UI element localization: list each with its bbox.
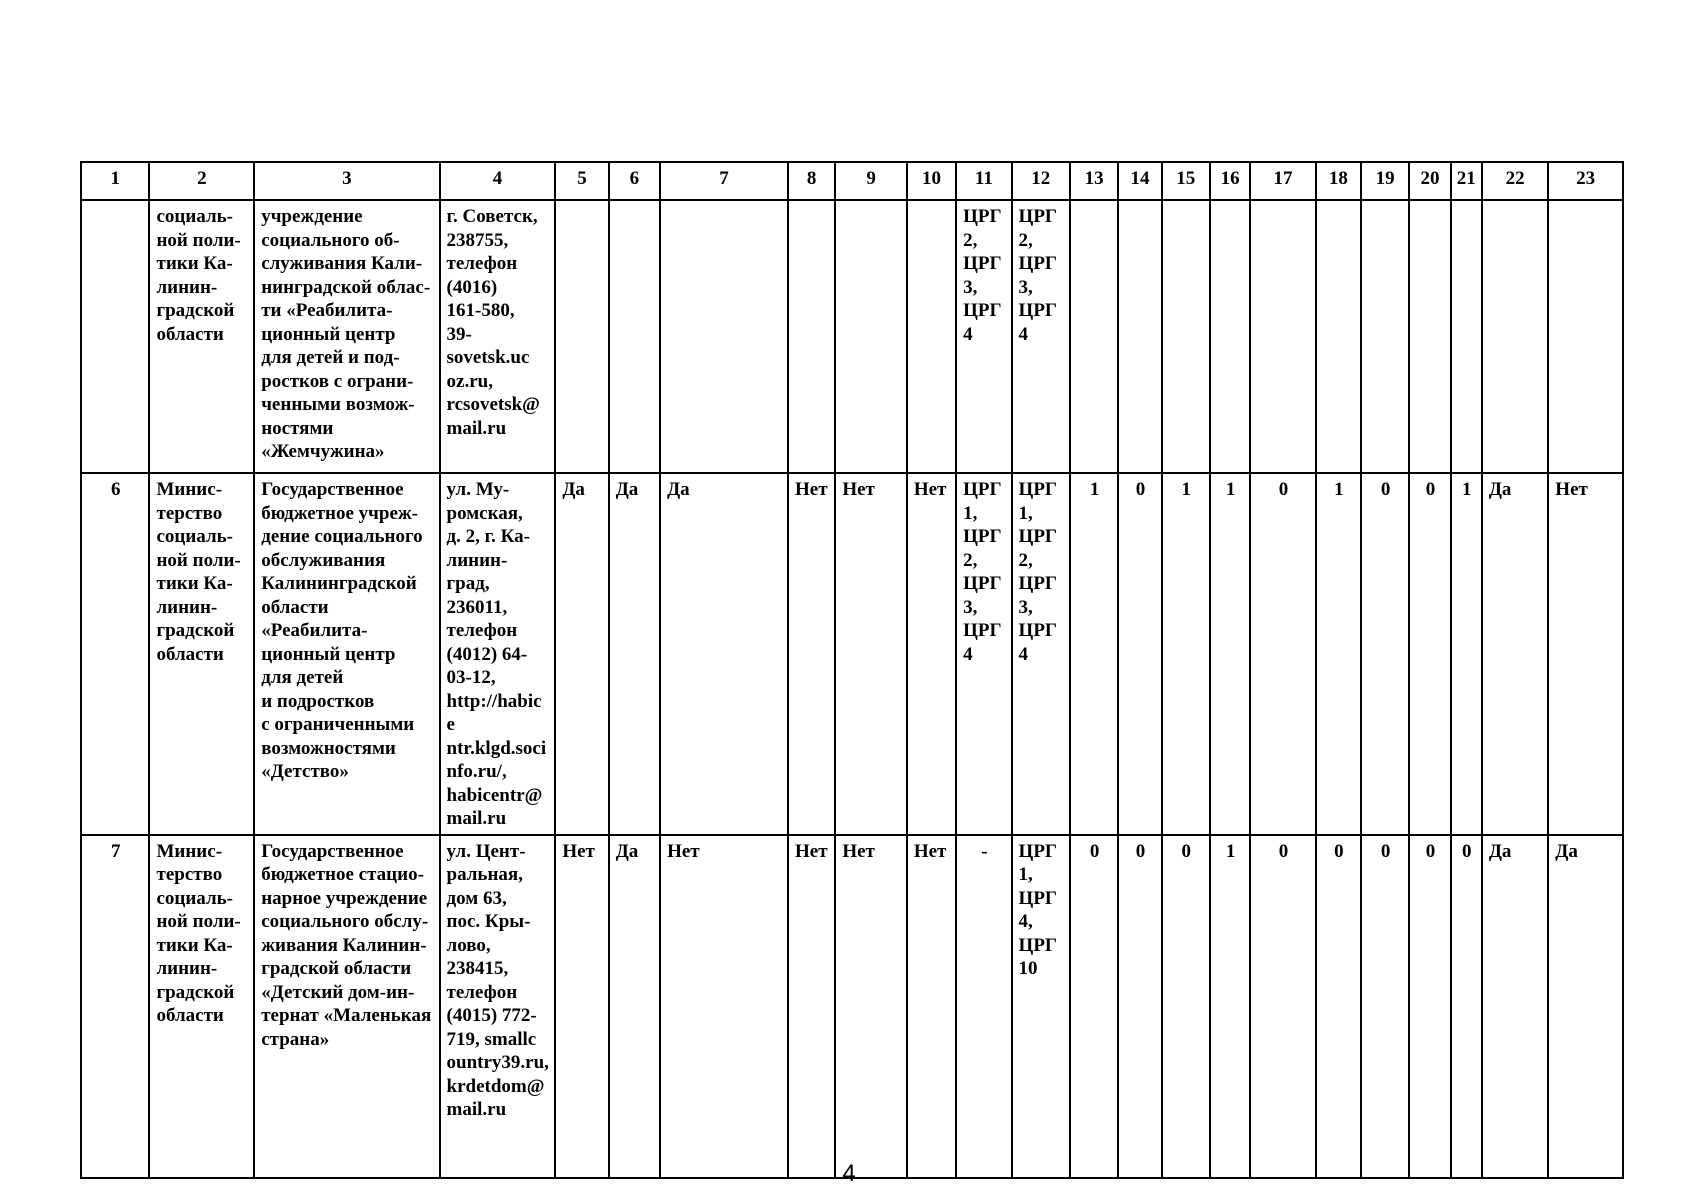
column-header: 23	[1548, 162, 1623, 200]
table-cell: 0	[1409, 473, 1450, 835]
table-cell: Да	[609, 473, 660, 835]
table-cell	[907, 200, 956, 473]
column-header: 20	[1409, 162, 1450, 200]
table-cell	[1070, 200, 1118, 473]
column-header: 6	[609, 162, 660, 200]
table-cell: 0	[1409, 835, 1450, 1178]
row-number-cell: 6	[81, 473, 149, 835]
table-cell: 1	[1451, 473, 1482, 835]
column-header: 8	[788, 162, 835, 200]
table-cell: 1	[1210, 835, 1250, 1178]
table-cell: 0	[1118, 473, 1161, 835]
table-row	[81, 473, 1623, 835]
table-cell: Нет	[835, 835, 907, 1178]
table-cell: 0	[1316, 835, 1361, 1178]
table-cell	[1409, 200, 1450, 473]
column-header: 16	[1210, 162, 1250, 200]
table-cell	[609, 200, 660, 473]
column-header: 2	[149, 162, 254, 200]
column-header: 19	[1361, 162, 1409, 200]
group-list-cell: ЦРГ 1, ЦРГ 2, ЦРГ 3, ЦРГ 4	[1012, 473, 1070, 835]
table-cell: 0	[1118, 835, 1161, 1178]
table-cell	[1162, 200, 1210, 473]
group-list-cell: -	[956, 835, 1011, 1178]
table-cell	[1482, 200, 1548, 473]
column-header: 7	[660, 162, 788, 200]
table-cell: Нет	[1548, 473, 1623, 835]
table-cell	[555, 200, 608, 473]
table-cell: Да	[555, 473, 608, 835]
row-number-cell	[81, 200, 149, 473]
table-cell: 0	[1162, 835, 1210, 1178]
table-cell: 1	[1316, 473, 1361, 835]
data-table	[80, 161, 1624, 1179]
table-cell	[1548, 200, 1623, 473]
column-header: 9	[835, 162, 907, 200]
column-header: 4	[440, 162, 556, 200]
table-cell: 0	[1361, 835, 1409, 1178]
table-cell: Нет	[907, 835, 956, 1178]
table-cell	[1250, 200, 1315, 473]
table-cell	[1451, 200, 1482, 473]
address-contacts-cell: г. Советск, 238755, телефон (4016) 161-580, 39- sovetsk.uc oz.ru, rcsovetsk@ mail.ru	[440, 200, 556, 473]
organization-name-cell: учреждение социального об- служивания Кали- нинградской облас- ти «Реабилита- ционный центр для детей и под- ростков с ограни- ченными возмож- ностями «Жемчужина»	[254, 200, 439, 473]
table-cell	[1316, 200, 1361, 473]
table-cell: Да	[1482, 835, 1548, 1178]
column-header: 3	[254, 162, 439, 200]
header-row	[81, 162, 1623, 200]
page-number: 4	[842, 1160, 856, 1187]
organization-name-cell: Государственное бюджетное стацио- нарное учреждение социального обслу- живания Калинин- градской области «Детский дом-ин- тернат «Маленькая страна»	[254, 835, 439, 1178]
column-header: 5	[555, 162, 608, 200]
group-list-cell: ЦРГ 1, ЦРГ 2, ЦРГ 3, ЦРГ 4	[956, 473, 1011, 835]
table-row	[81, 200, 1623, 473]
table-cell: Нет	[835, 473, 907, 835]
table-cell: 0	[1250, 835, 1315, 1178]
column-header: 1	[81, 162, 149, 200]
table-cell: 1	[1162, 473, 1210, 835]
column-header: 10	[907, 162, 956, 200]
column-header: 12	[1012, 162, 1070, 200]
column-header: 22	[1482, 162, 1548, 200]
table-cell: Нет	[660, 835, 788, 1178]
table-cell: Нет	[555, 835, 608, 1178]
table-cell: 1	[1210, 473, 1250, 835]
column-header: 17	[1250, 162, 1315, 200]
table-cell: Да	[1482, 473, 1548, 835]
column-header: 15	[1162, 162, 1210, 200]
column-header: 14	[1118, 162, 1161, 200]
group-list-cell: ЦРГ 2, ЦРГ 3, ЦРГ 4	[1012, 200, 1070, 473]
table-cell: 0	[1451, 835, 1482, 1178]
ministry-cell: социаль- ной поли- тики Ка- линин- градской области	[149, 200, 254, 473]
table-cell	[1361, 200, 1409, 473]
table-cell: Нет	[788, 473, 835, 835]
table-cell: Да	[1548, 835, 1623, 1178]
column-header: 13	[1070, 162, 1118, 200]
table-cell: 0	[1250, 473, 1315, 835]
organization-name-cell: Государственное бюджетное учреж- дение социального обслуживания Калининградской области «Реабилита- ционный центр для детей и подростков с ограниченными возможностями «Детство»	[254, 473, 439, 835]
table-cell: 0	[1361, 473, 1409, 835]
ministry-cell: Минис- терство социаль- ной поли- тики Ка- линин- градской области	[149, 473, 254, 835]
table-cell: Нет	[907, 473, 956, 835]
address-contacts-cell: ул. Му- ромская, д. 2, г. Ка- линин- град, 236011, телефон (4012) 64- 03-12, http://habice ntr.klgd.soci nfo.ru/, habicentr@ mail.ru	[440, 473, 556, 835]
table-cell	[660, 200, 788, 473]
address-contacts-cell: ул. Цент- ральная, дом 63, пос. Кры- лово, 238415, телефон (4015) 772- 719, smallc ountry39.ru, krdetdom@ mail.ru	[440, 835, 556, 1178]
table-cell: Нет	[788, 835, 835, 1178]
table-cell: Да	[660, 473, 788, 835]
column-header: 11	[956, 162, 1011, 200]
table-cell: 0	[1070, 835, 1118, 1178]
table-row	[81, 835, 1623, 1178]
group-list-cell: ЦРГ 1, ЦРГ 4, ЦРГ 10	[1012, 835, 1070, 1178]
table-cell: 1	[1070, 473, 1118, 835]
table-cell	[1210, 200, 1250, 473]
row-number-cell: 7	[81, 835, 149, 1178]
table-cell	[788, 200, 835, 473]
table-cell	[835, 200, 907, 473]
ministry-cell: Минис- терство социаль- ной поли- тики Ка- линин- градской области	[149, 835, 254, 1178]
column-header: 21	[1451, 162, 1482, 200]
table-cell: Да	[609, 835, 660, 1178]
group-list-cell: ЦРГ 2, ЦРГ 3, ЦРГ 4	[956, 200, 1011, 473]
column-header: 18	[1316, 162, 1361, 200]
table-cell	[1118, 200, 1161, 473]
